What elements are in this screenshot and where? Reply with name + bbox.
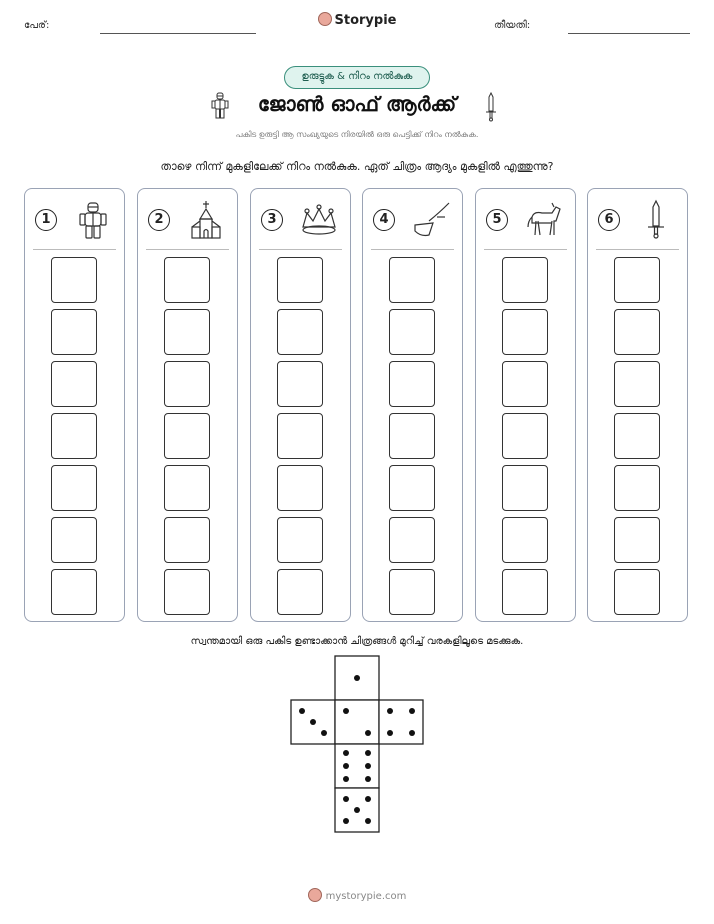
color-box[interactable] — [389, 517, 435, 563]
color-box[interactable] — [164, 361, 210, 407]
column-number: 1 — [35, 209, 57, 231]
column-divider — [371, 249, 454, 250]
crown-icon — [299, 199, 339, 241]
color-box[interactable] — [51, 361, 97, 407]
color-box[interactable] — [51, 413, 97, 459]
color-box[interactable] — [164, 569, 210, 615]
date-line — [568, 33, 690, 34]
column-number: 4 — [373, 209, 395, 231]
color-box[interactable] — [51, 569, 97, 615]
color-box[interactable] — [389, 465, 435, 511]
dice-face-6 — [335, 744, 379, 788]
knight-armor-icon — [73, 199, 113, 241]
column-divider — [146, 249, 229, 250]
color-box[interactable] — [51, 465, 97, 511]
storypie-logo-icon — [318, 12, 332, 26]
color-box[interactable] — [614, 569, 660, 615]
color-box[interactable] — [614, 517, 660, 563]
color-box[interactable] — [502, 569, 548, 615]
color-box[interactable] — [51, 517, 97, 563]
color-box[interactable] — [277, 257, 323, 303]
column-number: 3 — [261, 209, 283, 231]
activity-tag: ഉരുട്ടുക & നിറം നൽകുക — [284, 66, 430, 89]
color-box[interactable] — [164, 465, 210, 511]
color-box[interactable] — [277, 309, 323, 355]
color-box[interactable] — [614, 413, 660, 459]
column-6 — [587, 188, 688, 622]
column-divider — [259, 249, 342, 250]
color-box[interactable] — [164, 257, 210, 303]
color-box[interactable] — [389, 361, 435, 407]
brand-name: Storypie — [334, 13, 397, 28]
color-box[interactable] — [277, 361, 323, 407]
color-box[interactable] — [389, 569, 435, 615]
column-2 — [137, 188, 238, 622]
color-box[interactable] — [502, 309, 548, 355]
column-4 — [362, 188, 463, 622]
plow-icon — [411, 199, 451, 241]
color-box[interactable] — [389, 309, 435, 355]
column-3 — [250, 188, 351, 622]
color-box[interactable] — [164, 413, 210, 459]
color-box[interactable] — [277, 465, 323, 511]
color-box[interactable] — [164, 517, 210, 563]
column-divider — [596, 249, 679, 250]
sword-title-icon — [483, 92, 499, 122]
color-box[interactable] — [614, 257, 660, 303]
column-number: 5 — [486, 209, 508, 231]
color-box[interactable] — [277, 569, 323, 615]
church-icon — [186, 199, 226, 241]
column-divider — [33, 249, 116, 250]
name-line — [100, 33, 256, 34]
color-box[interactable] — [277, 517, 323, 563]
color-box[interactable] — [502, 413, 548, 459]
dice-face-4 — [379, 700, 423, 744]
column-number: 6 — [598, 209, 620, 231]
color-box[interactable] — [389, 413, 435, 459]
instruction: താഴെ നിന്ന് മുകളിലേക്ക് നിറം നൽകുക. ഏത് ചിത്രം ആദ്യം മുകളിൽ എത്തുന്നു? — [160, 160, 554, 173]
page-title: ജോൺ ഓഫ് ആർക്ക് — [257, 92, 457, 116]
color-box[interactable] — [502, 361, 548, 407]
color-box[interactable] — [502, 465, 548, 511]
color-box[interactable] — [614, 309, 660, 355]
color-box[interactable] — [614, 465, 660, 511]
column-divider — [484, 249, 567, 250]
subtitle: പകിട ഉരുട്ടി ആ സംഖ്യയുടെ നിരയിൽ ഒരു പെട്ടിക്ക് നിറം നൽകുക. — [235, 130, 479, 139]
storypie-footer-logo-icon — [308, 888, 322, 902]
color-box[interactable] — [389, 257, 435, 303]
color-box[interactable] — [164, 309, 210, 355]
column-1 — [24, 188, 125, 622]
color-box[interactable] — [614, 361, 660, 407]
footer-url: mystorypie.com — [325, 891, 407, 902]
color-box[interactable] — [51, 257, 97, 303]
color-box[interactable] — [502, 257, 548, 303]
color-box[interactable] — [277, 413, 323, 459]
name-label: പേര്: — [24, 20, 50, 31]
column-5 — [475, 188, 576, 622]
dice-face-top — [335, 700, 379, 744]
footer — [0, 888, 714, 902]
color-box[interactable] — [51, 309, 97, 355]
color-box[interactable] — [502, 517, 548, 563]
dice-net — [290, 655, 424, 835]
sword-icon — [636, 199, 676, 241]
dice-caption: സ്വന്തമായി ഒരു പകിട ഉണ്ടാക്കാൻ ചിത്രങ്ങൾ മുറിച്ച് വരകളിലൂടെ മടക്കുക. — [190, 636, 524, 647]
date-label: തീയതി: — [494, 20, 531, 31]
brand — [0, 12, 714, 28]
column-number: 2 — [148, 209, 170, 231]
horse-icon — [524, 199, 564, 241]
